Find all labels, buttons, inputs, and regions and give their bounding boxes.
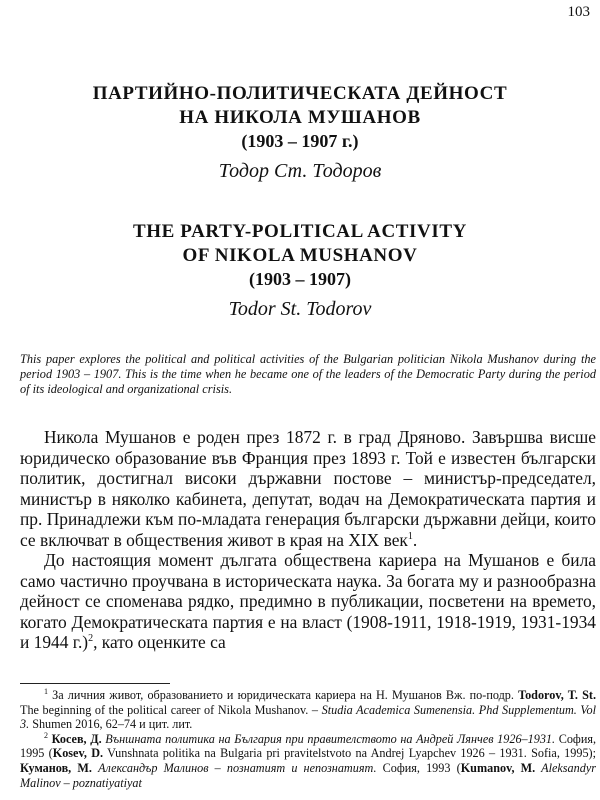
body-paragraph-2-tail: , като оценките са <box>93 632 226 652</box>
body-paragraph-1: Никола Мушанов е роден през 1872 г. в град Дряново. Завършва висше юридическо образование във Франция през 1893 г. Той е известен български политик, достигнал високи държавни постове – министър-председател, министър в няколко кабинета, депутат, водач на Демократическата партия и пр. Принадлежи към по-младата генерация български държавни дейци, които се включват в обществения живот в края на XIX век$^1$. <box>20 427 596 550</box>
footnote-2 <box>20 732 596 790</box>
title-block-bulgarian <box>0 82 600 184</box>
footnote-1-text-a: За личния живот, образованието и юридическата кариера на Н. Мушанов Вж. по-подр. <box>48 688 519 702</box>
footnote-1-journal: Studia Academica Sumenensia. Phd Supplementum. Vol 3. <box>20 702 596 732</box>
body-paragraph-2 <box>20 550 596 653</box>
title-block-english <box>0 220 600 322</box>
footnote-1-text-b: The beginning of the political career of Nikola Mushanov. – <box>20 702 322 717</box>
footnote-1-number: 1 <box>44 686 48 696</box>
title-bg-line1: ПАРТИЙНО-ПОЛИТИЧЕСКАТА ДЕЙНОСТ <box>92 83 508 104</box>
abstract: This paper explores the political and political activities of the Bulgarian politician Nikola Mushanov during the period 1903 – 1907. This is the time when he became one of the leaders of the Democratic Party during the period of its ideological and organizational crisis. <box>20 352 596 396</box>
footnotes <box>20 688 596 790</box>
author-bg: Тодор Ст. Тодоров <box>218 160 382 182</box>
footnote-1 <box>20 688 596 732</box>
footnote-2-text-a: София, 1995 ( <box>20 731 597 761</box>
author-en: Todor St. Todorov <box>228 298 372 320</box>
footnote-2-author-2: Kosev, D. <box>52 746 104 761</box>
body-paragraph-1-text: Никола Мушанов е роден през 1872 г. в град Дряново. Завършва висше юридическо образование във Франция през 1893 г. Той е известен български политик, достигнал високи държавни постове – министър-председател, министър в няколко кабинета, депутат, водач на Демократическата партия и пр. Принадлежи към по-младата генерация български държавни дейци, които се включват в обществения живот в края на XIX век <box>20 427 596 550</box>
footnote-ref-2: 2 <box>88 633 94 645</box>
footnote-2-title-2: Александър Малинов – познатият и непознатият. <box>91 760 377 775</box>
footnote-ref-1: 1 <box>407 530 413 542</box>
footnote-2-text-b: Vunshnata politika na Bulgaria pri pravitelstvoto na Andrej Lyapchev 1926 – 1931. Sofia, 1995); <box>103 746 596 761</box>
footnote-2-author-3: Куманов, М. <box>20 760 92 775</box>
page-number: 103 <box>567 4 590 20</box>
footnote-1-author: Todorov, T. St. <box>518 688 596 702</box>
title-bg-line2: НА НИКОЛА МУШАНОВ <box>179 107 421 128</box>
title-bg-years: (1903 – 1907 г.) <box>241 131 359 151</box>
body-paragraph-2-text: До настоящия момент дългата обществена кариера на Мушанов е била само частично проучвана в историческата наука. За богата му и разнообразна дейност се споменава рядко, предимно в публикации, посветени на времето, когато Демократическата партия е на власт (1908-1911, 1918-1919, 1931-1934 и 1944 г.) <box>20 550 596 652</box>
footnote-2-text-c: София, 1993 ( <box>376 760 461 775</box>
title-en-line2: OF NIKOLA MUSHANOV <box>182 245 418 266</box>
footnote-2-number: 2 <box>44 730 48 740</box>
body-text <box>20 427 596 653</box>
title-en-years: (1903 – 1907) <box>249 269 351 289</box>
footnote-1-text-c: Shumen 2016, 62–74 и цит. лит. <box>29 717 193 732</box>
footnote-2-author-1: Косев, Д. <box>51 731 102 746</box>
footnote-2-title-1: Външната политика на България при правителството на Андрей Лянчев 1926–1931. <box>101 731 556 746</box>
title-en-line1: THE PARTY-POLITICAL ACTIVITY <box>133 221 467 242</box>
footnote-2-author-4: Kumanov, M. <box>460 760 536 775</box>
footnote-divider <box>20 683 170 684</box>
footnote-2-title-3: Aleksandyr Malinov – poznatiyatiyat <box>20 760 596 790</box>
